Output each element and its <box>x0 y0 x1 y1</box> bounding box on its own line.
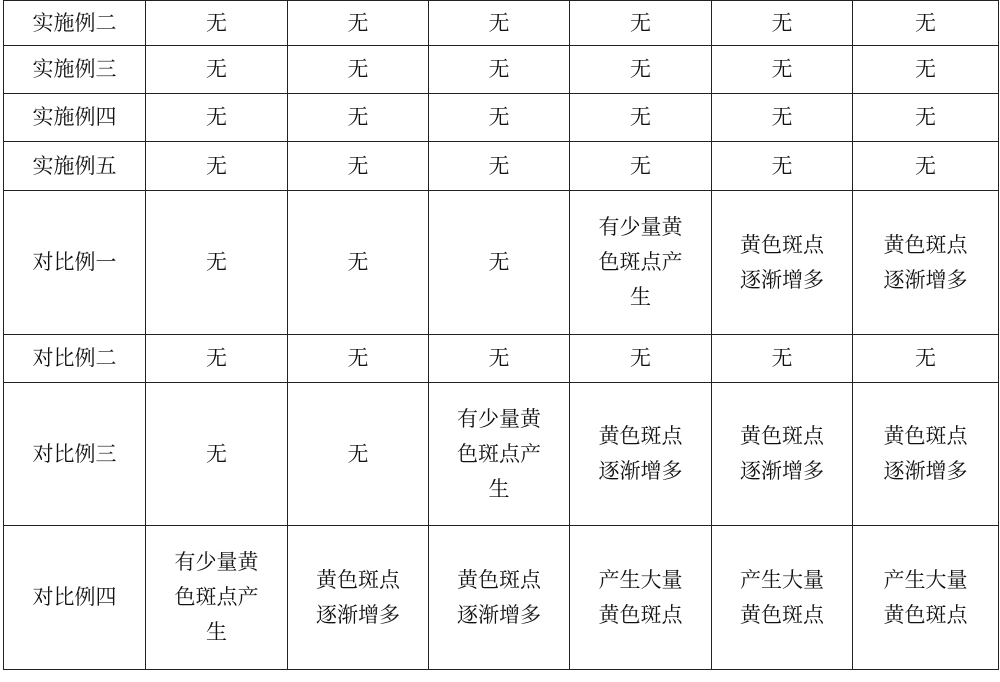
table-cell: 黄色斑点 逐渐增多 <box>853 191 999 335</box>
table-cell: 无 <box>570 142 712 191</box>
table-row <box>4 46 999 94</box>
row-label: 对比例三 <box>4 383 146 526</box>
table-cell: 有少量黄 色斑点产 生 <box>570 191 712 335</box>
table-cell: 黄色斑点 逐渐增多 <box>570 383 712 526</box>
row-label: 对比例四 <box>4 526 146 670</box>
table-cell: 无 <box>853 142 999 191</box>
table-cell: 无 <box>429 191 570 335</box>
table-cell: 无 <box>146 142 288 191</box>
table-cell: 无 <box>853 335 999 383</box>
table-cell: 产生大量 黄色斑点 <box>853 526 999 670</box>
table-cell: 无 <box>146 191 288 335</box>
table-cell: 黄色斑点 逐渐增多 <box>853 383 999 526</box>
table-row <box>4 383 999 526</box>
table-cell: 黄色斑点 逐渐增多 <box>712 191 853 335</box>
table-cell: 无 <box>146 335 288 383</box>
table-cell: 无 <box>429 94 570 142</box>
table-cell: 无 <box>712 1 853 46</box>
table-row <box>4 94 999 142</box>
row-label: 实施例二 <box>4 1 146 46</box>
table-cell: 无 <box>429 1 570 46</box>
table-cell: 产生大量 黄色斑点 <box>570 526 712 670</box>
table-cell: 无 <box>146 94 288 142</box>
table-cell: 产生大量 黄色斑点 <box>712 526 853 670</box>
table-cell: 黄色斑点 逐渐增多 <box>712 383 853 526</box>
table-cell: 无 <box>712 335 853 383</box>
row-label: 对比例二 <box>4 335 146 383</box>
table-cell: 有少量黄 色斑点产 生 <box>429 383 570 526</box>
table-cell: 无 <box>288 383 429 526</box>
table-cell: 无 <box>570 46 712 94</box>
table-cell: 黄色斑点 逐渐增多 <box>288 526 429 670</box>
row-label: 对比例一 <box>4 191 146 335</box>
table-cell: 无 <box>288 46 429 94</box>
table-cell: 无 <box>288 142 429 191</box>
table-cell: 无 <box>288 335 429 383</box>
row-label: 实施例三 <box>4 46 146 94</box>
table-row <box>4 335 999 383</box>
table-cell: 无 <box>429 142 570 191</box>
table-cell: 无 <box>146 383 288 526</box>
table-cell: 无 <box>570 94 712 142</box>
table-cell: 无 <box>712 142 853 191</box>
table-row <box>4 191 999 335</box>
table-row <box>4 142 999 191</box>
table-cell: 无 <box>853 46 999 94</box>
table-cell: 无 <box>712 46 853 94</box>
table-cell: 无 <box>429 335 570 383</box>
row-label: 实施例五 <box>4 142 146 191</box>
table-cell: 无 <box>288 191 429 335</box>
table-cell: 无 <box>288 94 429 142</box>
table-cell: 无 <box>712 94 853 142</box>
row-label: 实施例四 <box>4 94 146 142</box>
table-cell: 无 <box>853 1 999 46</box>
table-cell: 无 <box>288 1 429 46</box>
table-row <box>4 1 999 46</box>
table-cell: 无 <box>570 335 712 383</box>
table-cell: 黄色斑点 逐渐增多 <box>429 526 570 670</box>
table-cell: 无 <box>146 1 288 46</box>
table-cell: 有少量黄 色斑点产 生 <box>146 526 288 670</box>
table-row <box>4 526 999 670</box>
results-table <box>3 0 999 670</box>
table-cell: 无 <box>853 94 999 142</box>
table-cell: 无 <box>429 46 570 94</box>
table-cell: 无 <box>146 46 288 94</box>
table-cell: 无 <box>570 1 712 46</box>
